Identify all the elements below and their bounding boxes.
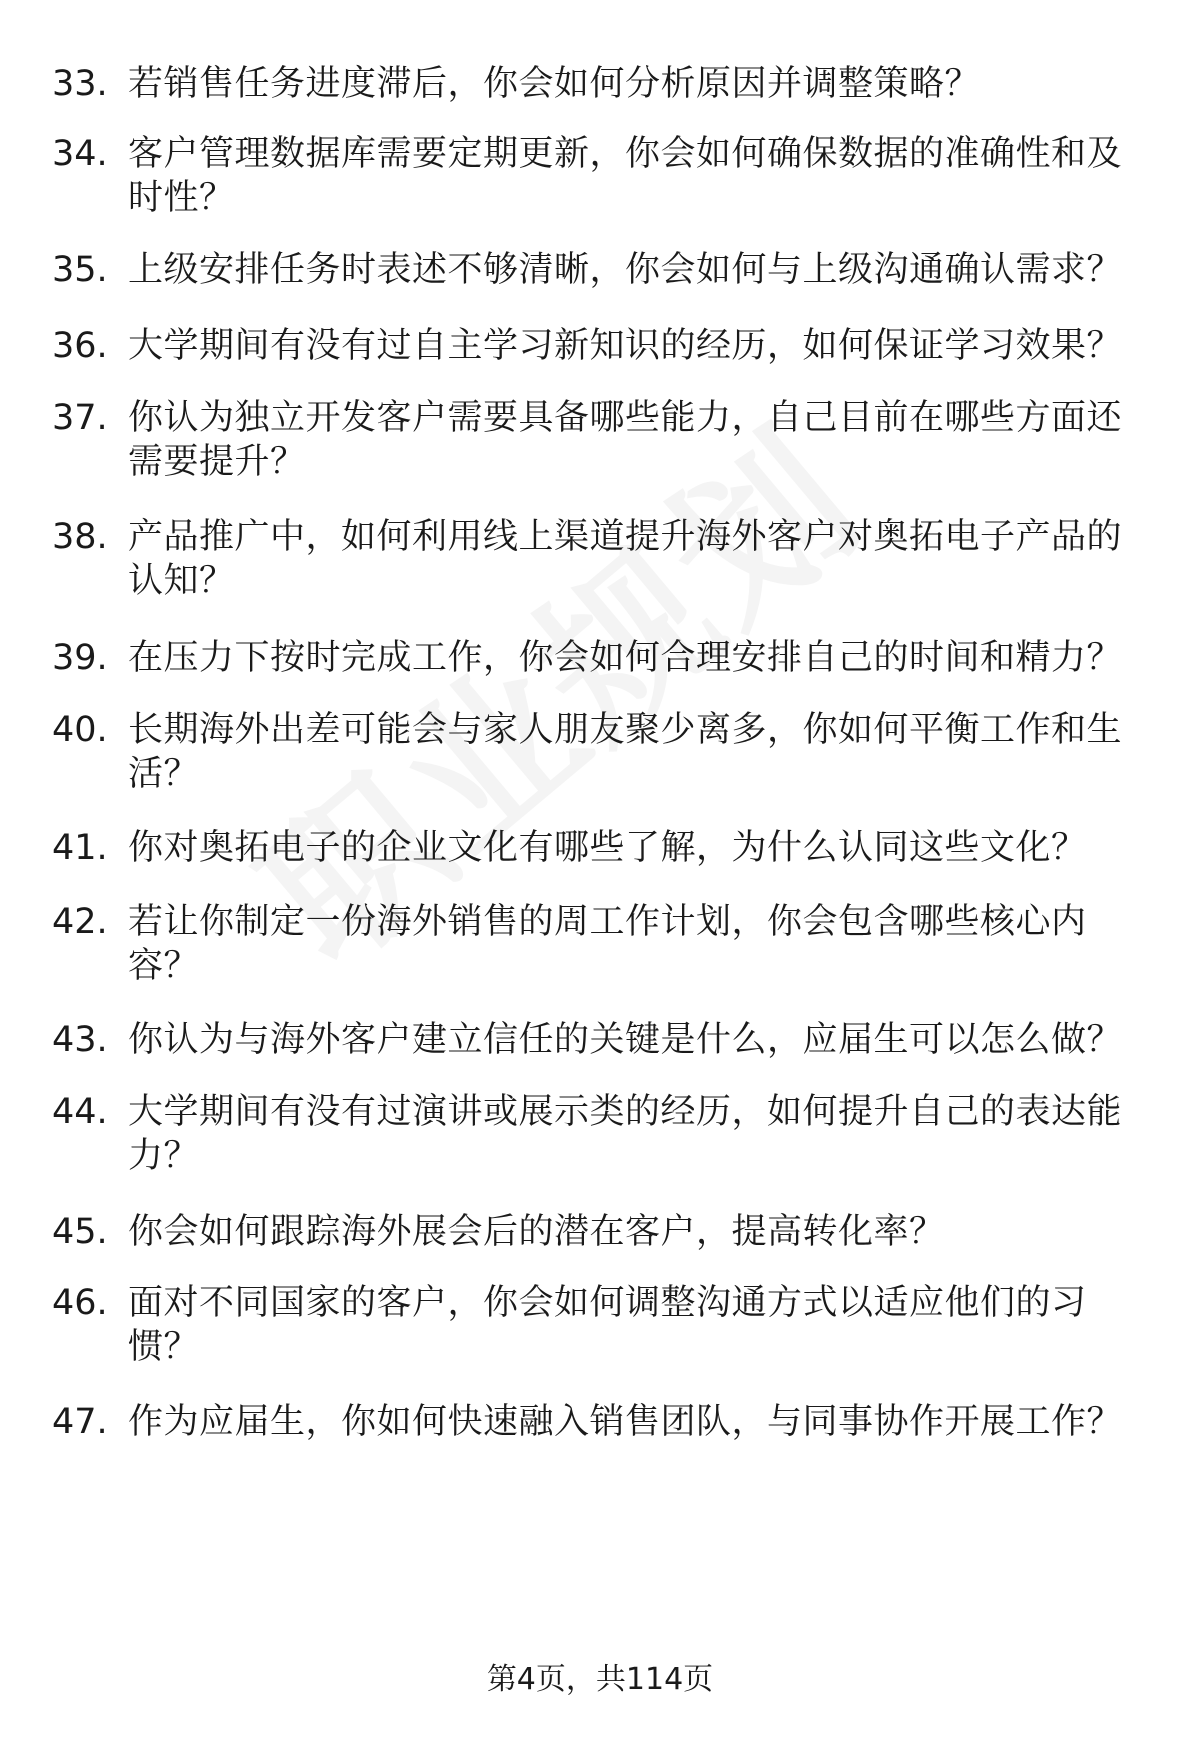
question-number: 47. [52, 1402, 108, 1442]
question-number: 45. [52, 1212, 108, 1252]
question-text: 面对不同国家的客户，你会如何调整沟通方式以适应他们的习惯？ [128, 1283, 1087, 1367]
question-number: 33. [52, 64, 108, 104]
question-number: 36. [52, 326, 108, 366]
question-text: 大学期间有没有过演讲或展示类的经历，如何提升自己的表达能力？ [128, 1092, 1123, 1176]
question-number: 46. [52, 1283, 108, 1323]
question-number: 39. [52, 638, 108, 678]
question-number: 37. [52, 398, 108, 438]
question-text: 长期海外出差可能会与家人朋友聚少离多，你如何平衡工作和生活？ [128, 710, 1123, 794]
question-text: 你认为与海外客户建立信任的关键是什么，应届生可以怎么做？ [128, 1020, 1123, 1060]
question-text: 作为应届生，你如何快速融入销售团队，与同事协作开展工作？ [128, 1402, 1123, 1442]
question-text: 大学期间有没有过自主学习新知识的经历，如何保证学习效果？ [128, 326, 1123, 366]
question-number: 38. [52, 517, 108, 557]
question-text: 你会如何跟踪海外展会后的潜在客户，提高转化率？ [128, 1212, 945, 1252]
question-text: 你认为独立开发客户需要具备哪些能力，自己目前在哪些方面还需要提升？ [128, 398, 1123, 482]
question-text: 客户管理数据库需要定期更新，你会如何确保数据的准确性和及时性？ [128, 134, 1123, 218]
question-text: 你对奥拓电子的企业文化有哪些了解，为什么认同这些文化？ [128, 828, 1087, 868]
question-text: 在压力下按时完成工作，你会如何合理安排自己的时间和精力？ [128, 638, 1123, 678]
question-text: 产品推广中，如何利用线上渠道提升海外客户对奥拓电子产品的认知？ [128, 517, 1123, 601]
question-number: 40. [52, 710, 108, 750]
question-text: 上级安排任务时表述不够清晰，你会如何与上级沟通确认需求？ [128, 250, 1123, 290]
question-text: 若销售任务进度滞后，你会如何分析原因并调整策略？ [128, 64, 981, 104]
question-number: 43. [52, 1020, 108, 1060]
page-indicator: 第4页，共114页 [486, 1662, 714, 1697]
question-number: 41. [52, 828, 108, 868]
question-number: 44. [52, 1092, 108, 1132]
question-text: 若让你制定一份海外销售的周工作计划，你会包含哪些核心内容？ [128, 902, 1087, 986]
question-number: 34. [52, 134, 108, 174]
question-number: 42. [52, 902, 108, 942]
question-number: 35. [52, 250, 108, 290]
